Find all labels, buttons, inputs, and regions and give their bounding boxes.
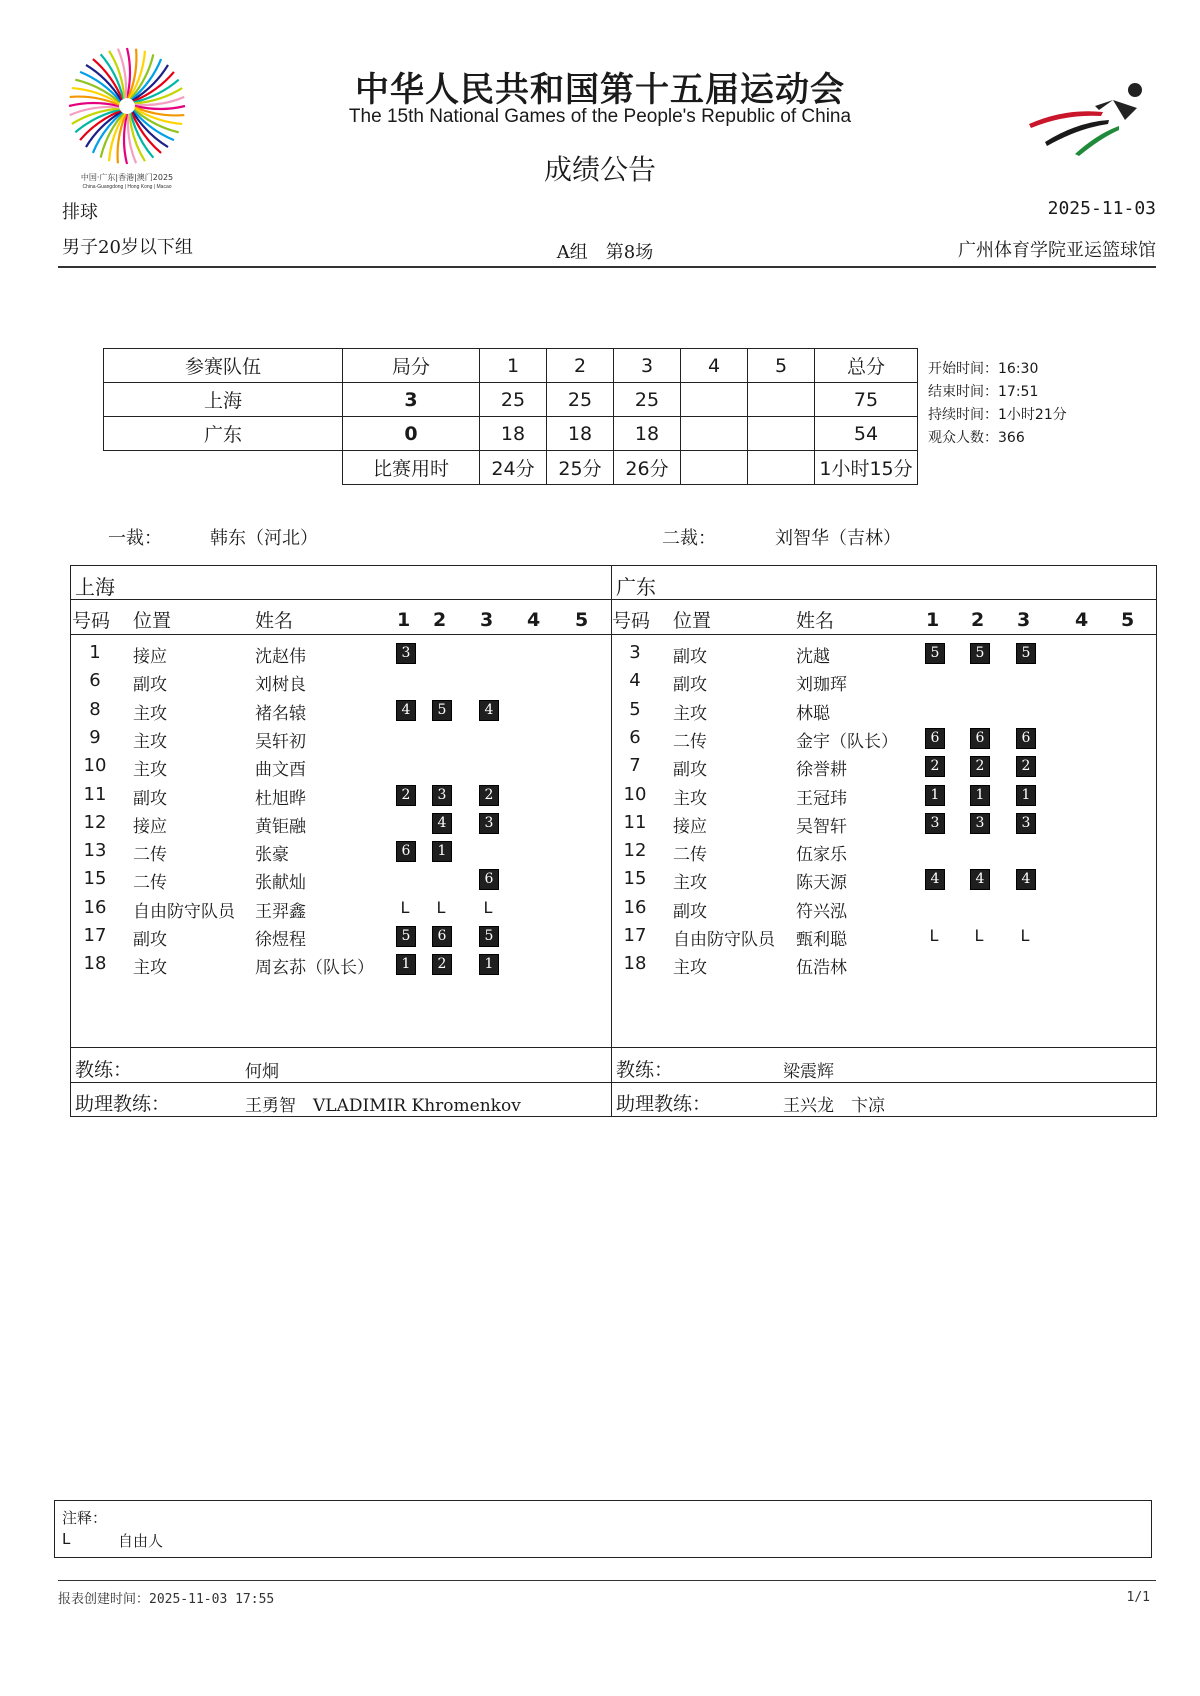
notes-label: 注释： [62,1509,108,1527]
player-position: 主攻 [133,731,167,752]
starting-position-badge: 1 [1016,785,1036,806]
header-set-2: 2 [433,609,447,631]
end-time: 结束时间：17:51 [928,384,1039,400]
player-position: 主攻 [133,703,167,724]
header-set-1: 1 [926,609,940,631]
second-referee: 刘智华（吉林） [775,528,901,549]
player-position: 副攻 [133,675,167,696]
set-duration: 24分 [480,451,547,485]
libero-mark: L [436,897,446,917]
page-number: 1/1 [1126,1590,1150,1605]
player-position: 主攻 [673,703,707,724]
starting-position-badge: 4 [396,700,416,721]
coach-label: 教练： [75,1059,133,1081]
player-number: 3 [629,642,641,663]
starting-position-badge: 4 [479,700,499,721]
score-header-row [104,349,918,383]
player-name: 沈越 [796,647,830,667]
set-score: 18 [480,417,547,451]
games-title-cn: 中华人民共和国第十五届运动会 [355,70,845,110]
player-position: 自由防守队员 [133,901,235,922]
player-name: 黄钜融 [255,816,306,837]
player-position: 二传 [673,731,707,752]
match-number: A组 第8场 [556,242,654,263]
starting-position-badge: 6 [479,869,499,890]
starting-position-badge: 1 [970,785,990,806]
set-duration: 26分 [614,451,681,485]
roster-table [70,565,1157,1117]
first-referee-label: 一裁： [108,528,162,549]
header-name: 姓名 [255,610,294,632]
roster-divider [611,565,612,1117]
starting-position-badge: 1 [396,954,416,975]
header-team: 参赛队伍 [104,349,343,383]
starting-position-badge: 3 [396,643,416,664]
starting-position-badge: 5 [925,643,945,664]
logo-text-cn: 中国·广东|香港|澳门2025 [80,173,174,182]
player-name: 张豪 [255,845,289,866]
header-set-4: 4 [527,609,541,631]
header-number: 号码 [72,610,111,632]
attendance: 观众人数：366 [928,430,1025,446]
starting-position-badge: 6 [396,841,416,862]
player-name: 杜旭晔 [255,788,306,809]
assistant-coach-label: 助理教练： [75,1093,171,1115]
header-set-2: 2 [547,349,614,383]
player-number: 15 [83,868,107,890]
set-score: 25 [480,383,547,417]
player-number: 7 [629,755,641,777]
set-score [681,383,748,417]
player-position: 主攻 [133,958,167,979]
start-time: 开始时间：16:30 [928,361,1039,377]
header-divider [58,266,1156,268]
player-position: 二传 [133,845,167,866]
header-set-3: 3 [1017,609,1031,631]
player-name: 张献灿 [255,873,306,894]
assistant-coaches: 王勇智 VLADIMIR Khromenkov [245,1096,521,1116]
team-name: 广东 [104,417,343,451]
player-number: 15 [623,868,647,890]
header-set-5: 5 [748,349,815,383]
sets-won: 0 [343,417,480,451]
header-name: 姓名 [796,610,835,632]
starting-position-badge: 4 [925,869,945,890]
libero-mark: L [974,926,984,945]
libero-mark: L [400,897,410,917]
score-table [103,348,918,485]
player-name: 褚名辕 [255,703,306,724]
header-set-2: 2 [971,609,985,631]
player-name: 吴轩初 [255,731,306,752]
player-position: 接应 [673,816,707,837]
footer-divider [58,1580,1156,1581]
starting-position-badge: 5 [479,926,499,947]
libero-mark: L [483,897,493,917]
category-label: 男子20岁以下组 [62,237,193,258]
sport-label: 排球 [62,202,98,223]
roster-team-name: 上海 [75,575,115,599]
player-name: 林聪 [796,703,830,724]
set-score [681,417,748,451]
starting-position-badge: 6 [925,728,945,749]
sets-won: 3 [343,383,480,417]
elapsed-time: 持续时间：1小时21分 [928,407,1067,423]
player-name: 伍浩林 [796,958,847,979]
starting-position-badge: 5 [396,926,416,947]
starting-position-badge: 4 [432,813,452,834]
set-score: 18 [547,417,614,451]
player-number: 4 [629,670,641,692]
player-number: 1 [89,642,101,663]
starting-position-badge: 5 [1016,643,1036,664]
team-name: 上海 [104,383,343,417]
player-position: 接应 [133,647,167,667]
starting-position-badge: 4 [1016,869,1036,890]
set-score: 18 [614,417,681,451]
player-name: 吴智轩 [796,816,847,837]
player-position: 副攻 [133,788,167,809]
match-stats [928,358,1067,450]
player-name: 曲文酉 [255,760,306,781]
starting-position-badge: 2 [970,756,990,777]
games-title-en: The 15th National Games of the People's Republic of China [348,106,852,127]
roster-team-name: 广东 [616,575,656,599]
starting-position-badge: 1 [925,785,945,806]
player-number: 18 [623,953,647,975]
header-position: 位置 [133,610,172,632]
set-score: 25 [614,383,681,417]
second-referee-label: 二裁： [662,528,716,549]
player-number: 16 [623,896,647,918]
player-position: 副攻 [673,901,707,922]
player-name: 王羿鑫 [255,901,306,922]
player-number: 17 [623,925,647,946]
player-position: 主攻 [673,873,707,894]
player-number: 11 [623,811,647,833]
header-set-3: 3 [480,609,494,631]
player-name: 金宇（队长） [796,731,898,752]
set-duration [681,451,748,485]
libero-mark: L [1020,926,1030,945]
starting-position-badge: 2 [432,954,452,975]
player-number: 9 [89,726,101,748]
player-position: 副攻 [673,760,707,781]
player-name: 伍家乐 [796,845,847,866]
player-number: 12 [83,811,107,833]
starting-position-badge: 6 [432,926,452,947]
coach-name: 何炯 [245,1062,279,1082]
player-position: 副攻 [673,675,707,696]
player-name: 甄利聪 [796,930,847,950]
header-set-3: 3 [614,349,681,383]
starting-position-badge: 6 [970,728,990,749]
header-number: 号码 [612,610,651,632]
starting-position-badge: 2 [396,785,416,806]
player-position: 主攻 [673,788,707,809]
starting-position-badge: 4 [970,869,990,890]
player-name: 符兴泓 [796,901,847,922]
player-number: 16 [83,896,107,918]
match-date: 2025-11-03 [1047,198,1156,219]
starting-position-badge: 3 [1016,813,1036,834]
starting-position-badge: 1 [432,841,452,862]
starting-position-badge: 3 [479,813,499,834]
player-position: 二传 [673,845,707,866]
header-set-1: 1 [397,609,411,631]
libero-mark: L [929,926,939,945]
player-position: 副攻 [673,647,707,667]
player-name: 徐煜程 [255,930,306,950]
starting-position-badge: 3 [970,813,990,834]
player-name: 王冠玮 [796,788,847,809]
logo-text-en: China·Guangdong | Hong Kong | Macao [82,184,172,190]
player-position: 主攻 [133,760,167,781]
player-number: 12 [623,840,647,862]
coach-label: 教练： [616,1059,674,1081]
document-title: 成绩公告 [543,153,656,186]
player-number: 6 [629,726,641,748]
report-created-time: 报表创建时间：2025-11-03 17:55 [58,1592,275,1607]
player-number: 11 [83,783,107,805]
player-number: 10 [623,783,647,805]
player-number: 6 [89,670,101,692]
header-set-4: 4 [1075,609,1089,631]
player-number: 18 [83,953,107,975]
coach-name: 梁震辉 [783,1062,834,1082]
player-position: 二传 [133,873,167,894]
player-position: 自由防守队员 [673,930,775,950]
starting-position-badge: 5 [970,643,990,664]
set-score: 25 [547,383,614,417]
header-set-5: 5 [1121,609,1135,631]
player-number: 10 [83,755,107,777]
starting-position-badge: 5 [432,700,452,721]
set-score [748,383,815,417]
duration-label: 比赛用时 [343,451,480,485]
header-set-5: 5 [575,609,589,631]
set-duration [748,451,815,485]
starting-position-badge: 1 [479,954,499,975]
total-points: 54 [815,417,918,451]
total-points: 75 [815,383,918,417]
set-duration: 25分 [547,451,614,485]
player-number: 5 [629,698,641,720]
starting-position-badge: 3 [925,813,945,834]
player-name: 刘树良 [255,675,306,696]
notes-box [54,1500,1152,1558]
header-set-1: 1 [480,349,547,383]
starting-position-badge: 3 [432,785,452,806]
starting-position-badge: 2 [1016,756,1036,777]
total-duration: 1小时15分 [815,451,918,485]
score-row-team-2 [104,417,918,451]
set-score [748,417,815,451]
notes-meaning: 自由人 [118,1532,164,1550]
assistant-coaches: 王兴龙 卞凉 [783,1096,885,1116]
player-name: 周玄荪（队长） [255,958,374,979]
starting-position-badge: 6 [1016,728,1036,749]
player-number: 13 [83,840,107,862]
header-sets-won: 局分 [343,349,480,383]
player-name: 刘珈珲 [796,675,847,696]
header-position: 位置 [673,610,712,632]
player-number: 17 [83,925,107,946]
score-row-team-1 [104,383,918,417]
player-position: 主攻 [673,958,707,979]
player-position: 副攻 [133,930,167,950]
player-name: 徐誉耕 [796,760,847,781]
header-total: 总分 [815,349,918,383]
notes-key: L [62,1530,71,1548]
player-number: 8 [89,698,101,720]
first-referee: 韩东（河北） [210,528,318,549]
starting-position-badge: 2 [479,785,499,806]
header-set-4: 4 [681,349,748,383]
player-name: 沈赵伟 [255,647,306,667]
player-name: 陈天源 [796,873,847,894]
duration-row [104,451,918,485]
player-position: 接应 [133,816,167,837]
venue-label: 广州体育学院亚运篮球馆 [958,240,1156,261]
starting-position-badge: 2 [925,756,945,777]
assistant-coach-label: 助理教练： [616,1093,712,1115]
